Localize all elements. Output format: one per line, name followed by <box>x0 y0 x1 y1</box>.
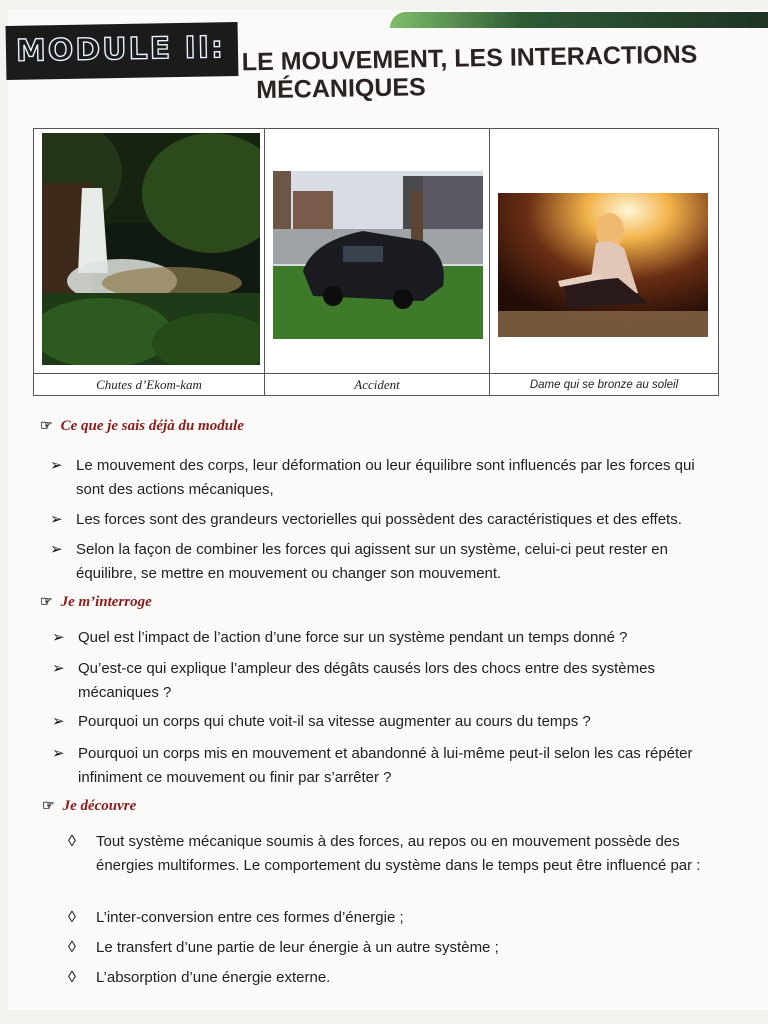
question-item-2: Qu’est-ce qui explique l’ampleur des dégâts causés lors des chocs entre des systèmes mécaniques ? <box>78 660 655 701</box>
list-item <box>52 657 713 705</box>
photo-cell-sunbathing <box>490 129 719 373</box>
sunbathing-photo <box>498 193 708 337</box>
question-item-4: Pourquoi un corps mis en mouvement et abandonné à lui-même peut-il selon les cas répéter infiniment ce mouvement ou finir par s’arrêter ? <box>78 745 693 786</box>
section-heading-questions <box>40 594 152 611</box>
arrowhead-icon: ➢ <box>50 541 63 558</box>
list-item <box>50 508 726 532</box>
list-item <box>50 454 716 502</box>
list-item <box>68 830 726 878</box>
discover-item-1: Tout système mécanique soumis à des forces, au repos ou en mouvement possède des énergies multiformes. Le comportement du système dans le temps peut être influencé par : <box>96 833 701 874</box>
section-heading-discover-text: Je découvre <box>62 798 137 814</box>
question-item-3: Pourquoi un corps qui chute voit-il sa vitesse augmenter au cours du temps ? <box>78 713 591 730</box>
arrowhead-icon: ➢ <box>52 713 65 730</box>
list-item <box>52 710 718 734</box>
section-heading-discover <box>42 798 136 815</box>
known-item-1: Le mouvement des corps, leur déformation ou leur équilibre sont influencés par les forces qui sont des actions mécaniques, <box>76 457 695 498</box>
caption-accident: Accident <box>265 374 490 396</box>
arrowhead-icon: ➢ <box>52 629 65 646</box>
discover-item-4: L’absorption d’une énergie externe. <box>96 969 331 986</box>
arrowhead-icon: ➢ <box>50 457 63 474</box>
photo-captions <box>34 373 718 396</box>
pointing-hand-icon: ☞ <box>40 595 53 610</box>
section-heading-known <box>40 418 244 435</box>
accident-photo <box>273 171 483 339</box>
list-item <box>68 906 726 930</box>
photo-cell-accident <box>265 129 490 373</box>
photo-cell-waterfall <box>34 129 265 373</box>
photo-table <box>33 128 719 396</box>
list-item <box>50 538 716 586</box>
waterfall-photo <box>42 133 260 365</box>
diamond-icon: ◊ <box>68 909 76 926</box>
list-item <box>52 742 728 790</box>
caption-sunbathing: Dame qui se bronze au soleil <box>529 379 679 391</box>
diamond-icon: ◊ <box>68 969 76 986</box>
list-item <box>68 966 726 990</box>
title-line-1: LE MOUVEMENT, LES INTERACTIONS <box>241 40 698 77</box>
title-line-2: MÉCANIQUES <box>256 73 426 105</box>
list-item <box>52 626 718 650</box>
list-item <box>68 936 726 960</box>
diamond-icon: ◊ <box>68 939 76 956</box>
arrowhead-icon: ➢ <box>52 660 65 677</box>
discover-item-3: Le transfert d’une partie de leur énergie à un autre système ; <box>96 939 499 956</box>
section-heading-known-text: Ce que je sais déjà du module <box>60 418 244 434</box>
module-badge <box>6 22 239 80</box>
section-heading-questions-text: Je m’interroge <box>60 594 152 610</box>
known-item-3: Selon la façon de combiner les forces qui agissent sur un système, celui-ci peut rester en équilibre, se mettre en mouvement ou changer son mouvement. <box>76 541 668 582</box>
page-title <box>242 40 743 105</box>
pointing-hand-icon: ☞ <box>40 419 53 434</box>
arrowhead-icon: ➢ <box>50 511 63 528</box>
diamond-icon: ◊ <box>68 833 76 850</box>
discover-item-2: L’inter-conversion entre ces formes d’énergie ; <box>96 909 404 926</box>
module-label: MODULE II: <box>15 30 226 69</box>
pointing-hand-icon: ☞ <box>42 799 55 814</box>
caption-waterfall: Chutes d’Ekom-kam <box>34 374 265 396</box>
known-item-2: Les forces sont des grandeurs vectorielles qui possèdent des caractéristiques et des effets. <box>76 511 682 528</box>
header-green-band <box>390 12 768 28</box>
question-item-1: Quel est l’impact de l’action d’une force sur un système pendant un temps donné ? <box>78 629 628 646</box>
arrowhead-icon: ➢ <box>52 745 65 762</box>
